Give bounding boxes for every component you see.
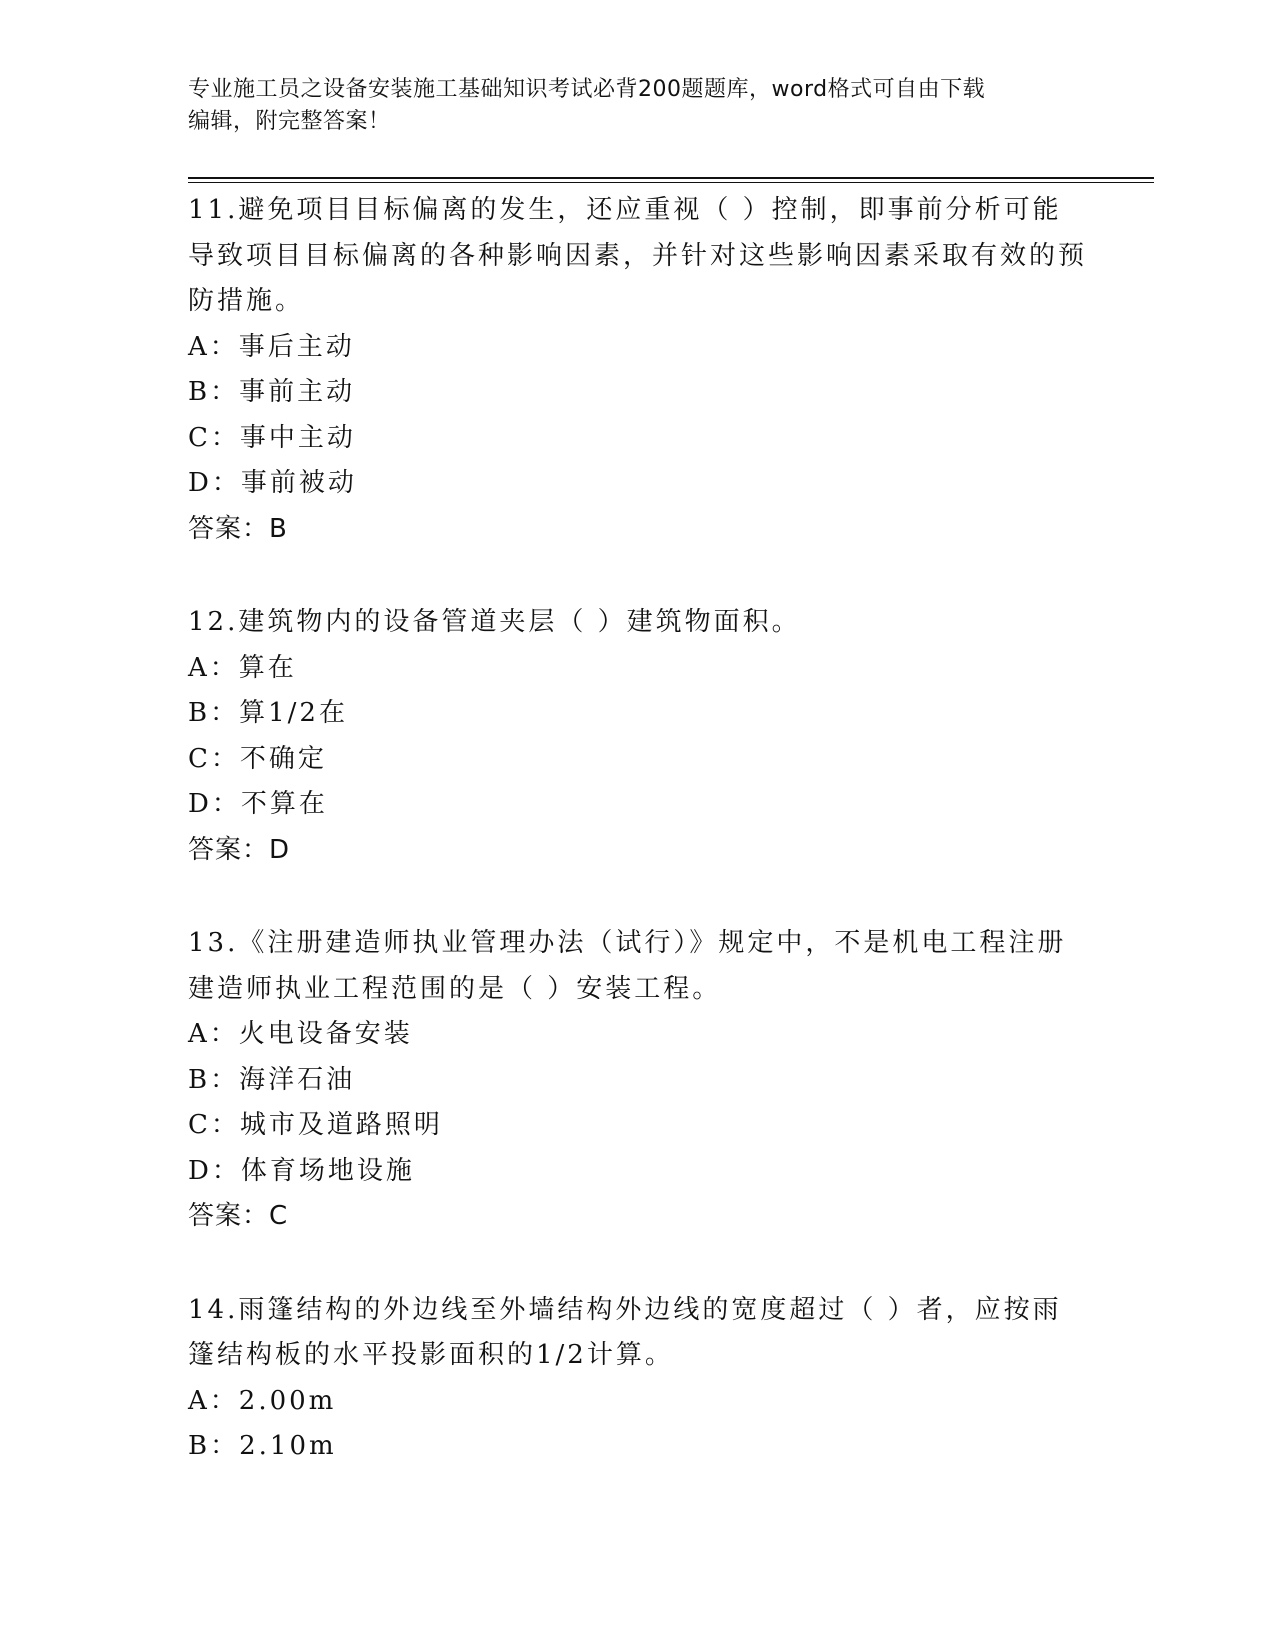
option-a: A：火电设备安装: [188, 1019, 413, 1049]
question-item-12: [188, 600, 1088, 873]
document-header: [188, 74, 1088, 138]
option-a: A：算在: [188, 652, 297, 683]
option-c: C：事中主动: [188, 422, 356, 453]
answer-text: 答案：B: [188, 513, 288, 544]
question-item-11: [188, 188, 1088, 552]
option-d: D：体育场地设施: [188, 1155, 415, 1186]
answer-text: 答案：D: [188, 834, 291, 865]
question-text: 13.《注册建造师执业管理办法（试行）》规定中，不是机电工程注册建造师执业工程范围的是（ ）安装工程。: [188, 928, 1067, 1004]
option-b: B：事前主动: [188, 377, 356, 407]
answer-text: 答案：C: [188, 1201, 289, 1231]
question-text: 11.避免项目目标偏离的发生，还应重视（ ）控制，即事前分析可能导致项目目标偏离的各种影响因素，并针对这些影响因素采取有效的预防措施。: [188, 195, 1088, 316]
header-divider-thick: [188, 177, 1154, 179]
option-b: B：算1/2在: [188, 698, 348, 728]
question-text: 14.雨篷结构的外边线至外墙结构外边线的宽度超过（ ）者，应按雨篷结构板的水平投影面积的1/2计算。: [188, 1294, 1062, 1370]
option-a: A：事后主动: [188, 331, 355, 362]
header-line-1: 专业施工员之设备安装施工基础知识考试必背200题题库，word格式可自由下载: [188, 77, 986, 102]
question-item-14: [188, 1288, 1088, 1470]
option-a: A：2.00m: [188, 1385, 337, 1416]
option-c: C：城市及道路照明: [188, 1110, 443, 1140]
option-d: D：事前被动: [188, 468, 357, 498]
option-d: D：不算在: [188, 789, 328, 819]
header-divider-thin: [188, 182, 1154, 183]
question-list: [188, 188, 1088, 1518]
question-text: 12.建筑物内的设备管道夹层（ ）建筑物面积。: [188, 607, 801, 637]
option-b: B：海洋石油: [188, 1064, 356, 1095]
option-b: B：2.10m: [188, 1431, 337, 1461]
question-item-13: [188, 921, 1088, 1240]
option-c: C：不确定: [188, 743, 327, 774]
header-line-2: 编辑，附完整答案！: [188, 109, 391, 134]
